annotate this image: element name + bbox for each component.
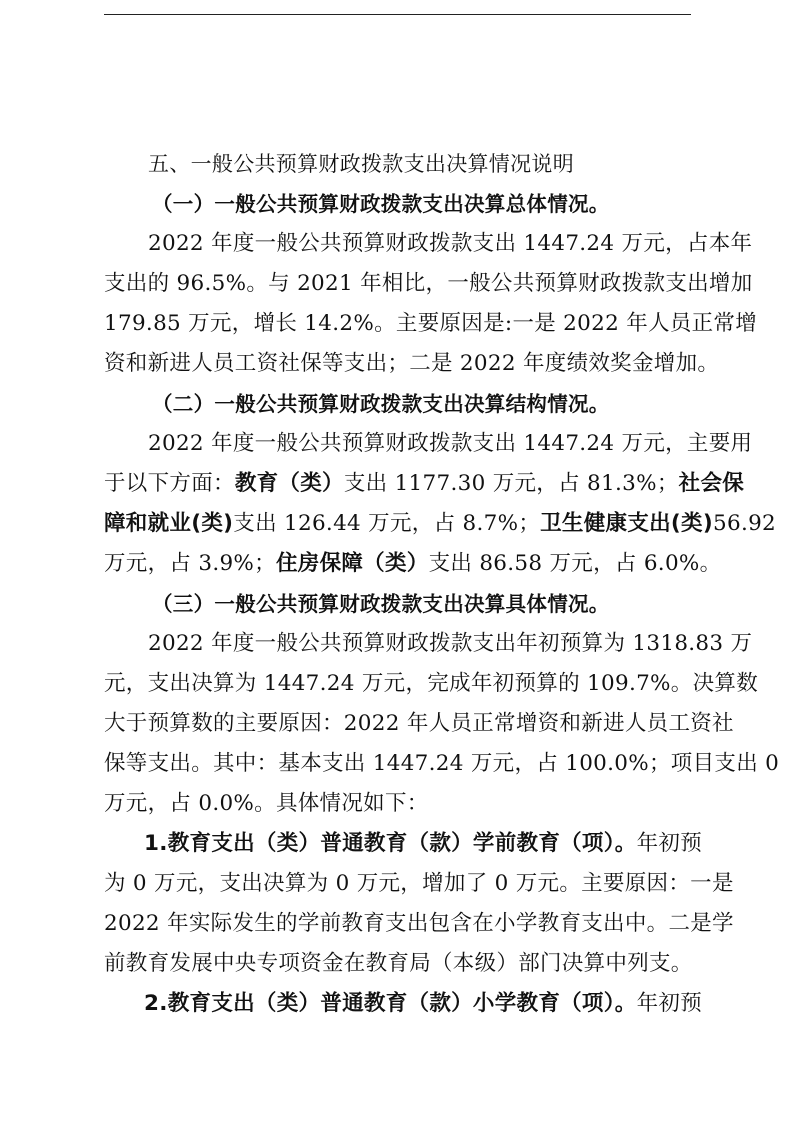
text-run: 56.92 <box>712 511 777 536</box>
category-education: 教育（类） <box>234 471 344 496</box>
paragraph-line: 2022 年度一般公共预算财政拨款支出 1447.24 万元，占本年 <box>148 231 753 256</box>
paragraph-line: 大于预算数的主要原因：2022 年人员正常增资和新进人员工资社 <box>104 711 734 736</box>
category-health: 卫生健康支出(类) <box>540 511 713 536</box>
text-run: 年初预 <box>636 831 702 856</box>
paragraph-line: 2022 年度一般公共预算财政拨款支出年初预算为 1318.83 万 <box>148 631 753 656</box>
paragraph-line: 2022 年度一般公共预算财政拨款支出 1447.24 万元，主要用 <box>148 431 753 456</box>
item-2-heading: 2.教育支出（类）普通教育（款）小学教育（项）。 <box>144 991 637 1016</box>
item-1-heading: 1.教育支出（类）普通教育（款）学前教育（项）。 <box>144 831 637 856</box>
paragraph-line: 179.85 万元，增长 14.2%。主要原因是:一是 2022 年人员正常增 <box>104 311 758 336</box>
section-heading: 五、一般公共预算财政拨款支出决算情况说明 <box>148 152 574 176</box>
header-rule <box>104 14 691 15</box>
paragraph-line <box>104 504 777 544</box>
document-body <box>104 144 780 1024</box>
subsection-1-title: （一）一般公共预算财政拨款支出决算总体情况。 <box>152 192 610 216</box>
paragraph-line: 保等支出。其中：基本支出 1447.24 万元，占 100.0%；项目支出 0 <box>104 751 780 776</box>
paragraph-line <box>104 544 722 584</box>
paragraph-line: 为 0 万元，支出决算为 0 万元，增加了 0 万元。主要原因：一是 <box>104 871 734 896</box>
text-run: 支出 126.44 万元，占 8.7%； <box>233 511 541 536</box>
category-social-security: 社会保 <box>678 471 745 496</box>
paragraph-line: 资和新进人员工资社保等支出；二是 2022 年度绩效奖金增加。 <box>104 351 720 376</box>
category-social-security-cont: 障和就业(类) <box>104 511 234 536</box>
subsection-2-title: （二）一般公共预算财政拨款支出决算结构情况。 <box>152 392 610 416</box>
item-1-line <box>104 824 702 864</box>
text-run: 万元，占 3.9%； <box>104 551 276 576</box>
paragraph-line <box>104 464 745 504</box>
text-run: 支出 86.58 万元，占 6.0%。 <box>428 551 722 576</box>
category-housing: 住房保障（类） <box>275 551 429 576</box>
text-run: 年初预 <box>636 991 702 1016</box>
paragraph-line: 支出的 96.5%。与 2021 年相比，一般公共预算财政拨款支出增加 <box>104 271 753 296</box>
paragraph-line: 元，支出决算为 1447.24 万元，完成年初预算的 109.7%。决算数 <box>104 671 758 696</box>
subsection-3-title: （三）一般公共预算财政拨款支出决算具体情况。 <box>152 592 610 616</box>
paragraph-line: 万元，占 0.0%。具体情况如下： <box>104 791 429 816</box>
paragraph-line: 2022 年实际发生的学前教育支出包含在小学教育支出中。二是学 <box>104 911 734 936</box>
text-run: 支出 1177.30 万元，占 81.3%； <box>343 471 679 496</box>
item-2-line <box>104 984 702 1024</box>
paragraph-line: 前教育发展中央专项资金在教育局（本级）部门决算中列支。 <box>104 951 693 976</box>
text-run: 于以下方面： <box>104 471 235 496</box>
